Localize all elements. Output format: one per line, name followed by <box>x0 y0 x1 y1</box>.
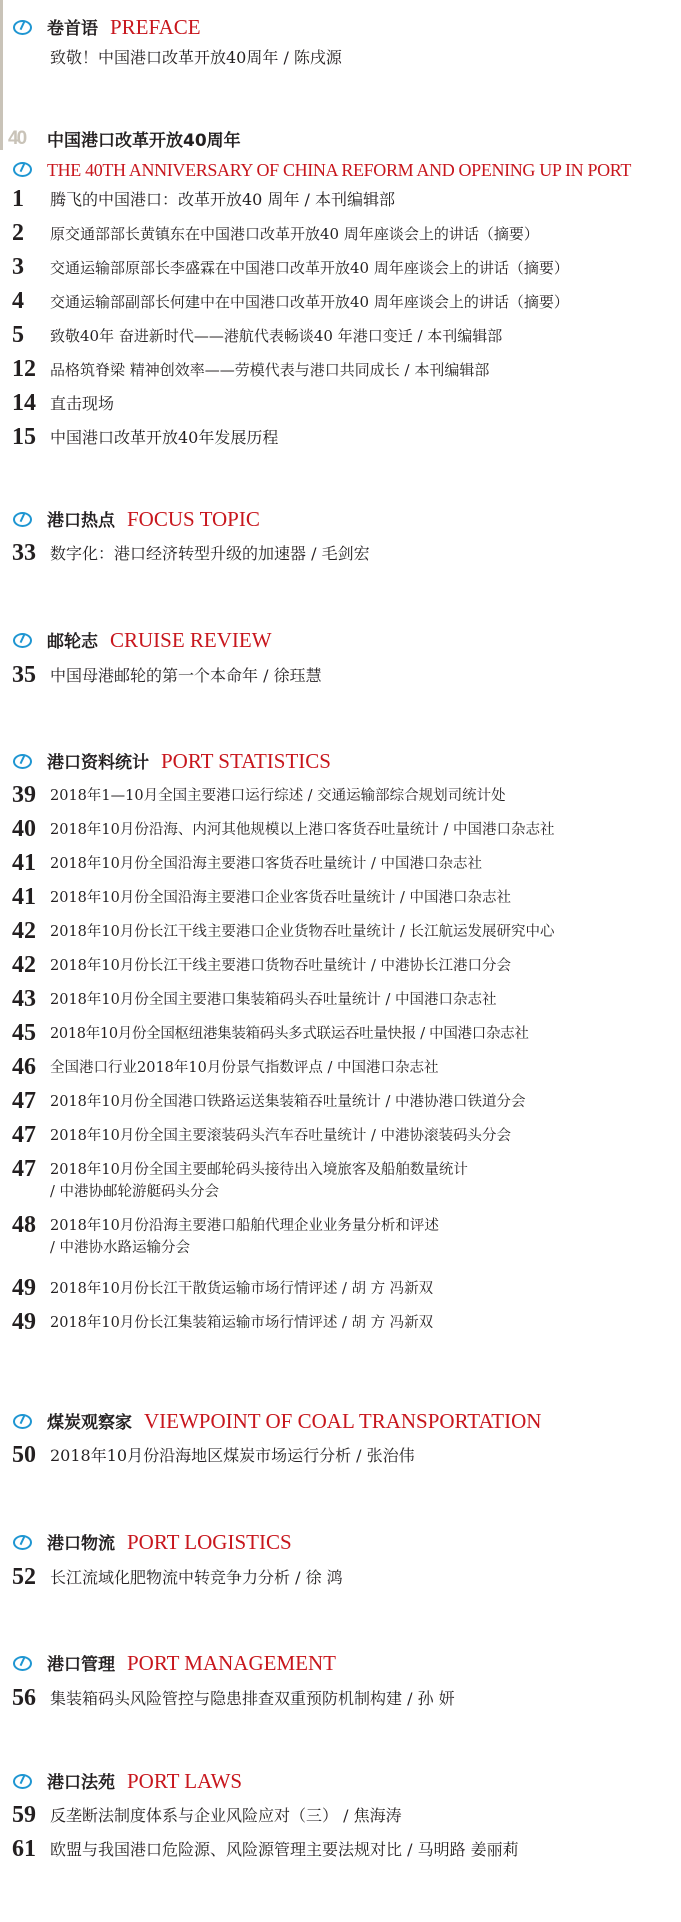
section-title-cn: 邮轮志 <box>47 632 98 652</box>
page-number: 49 <box>12 1309 36 1335</box>
section-title-en: PREFACE <box>110 15 201 39</box>
page-number: 39 <box>12 782 36 808</box>
entry-title: 2018年10月份全国枢纽港集装箱码头多式联运吞吐量快报 / 中国港口杂志社 <box>50 1026 529 1042</box>
section-title-en: VIEWPOINT OF COAL TRANSPORTATION <box>144 1409 542 1433</box>
entry-title: 2018年10月份长江干散货运输市场行情评述 / 胡 方 冯新双 <box>50 1281 434 1297</box>
page-number: 48 <box>12 1212 36 1238</box>
entry-title: 2018年10月份长江干线主要港口货物吞吐量统计 / 中港协长江港口分会 <box>50 958 511 974</box>
entry-title: 2018年10月份全国主要邮轮码头接待出入境旅客及船舶数量统计 <box>50 1162 468 1178</box>
page-number: 35 <box>12 662 36 688</box>
page-number: 40 <box>12 816 36 842</box>
page-number: 2 <box>12 220 24 246</box>
page-number: 43 <box>12 986 36 1012</box>
page-number: 47 <box>12 1122 36 1148</box>
page-number: 4 <box>12 288 24 314</box>
magazine-logo-icon <box>13 20 32 35</box>
page-number: 42 <box>12 918 36 944</box>
section-title-en: PORT LOGISTICS <box>127 1530 292 1554</box>
entry-author: / 中港协邮轮游艇码头分会 <box>50 1184 219 1200</box>
entry-title: 2018年10月份全国主要滚装码头汽车吞吐量统计 / 中港协滚装码头分会 <box>50 1128 511 1144</box>
entry-title: 数字化：港口经济转型升级的加速器 / 毛剑宏 <box>50 544 370 563</box>
page-number: 46 <box>12 1054 36 1080</box>
entry-title: 2018年10月份沿海、内河其他规模以上港口客货吞吐量统计 / 中国港口杂志社 <box>50 822 555 838</box>
page-number: 52 <box>12 1564 36 1590</box>
section-header-coal[interactable] <box>47 1409 541 1433</box>
entry-title: 2018年1—10月全国主要港口运行综述 / 交通运输部综合规划司统计处 <box>50 788 506 804</box>
page-number: 59 <box>12 1802 36 1828</box>
section-title-cn: 煤炭观察家 <box>47 1413 132 1433</box>
entry-title: 2018年10月份长江集装箱运输市场行情评述 / 胡 方 冯新双 <box>50 1315 434 1331</box>
section-title-cn: 中国港口改革开放40周年 <box>47 131 241 151</box>
entry-title: 反垄断法制度体系与企业风险应对（三） / 焦海涛 <box>50 1806 402 1825</box>
section-title-cn: 港口物流 <box>47 1534 115 1554</box>
entry-title: 致敬！中国港口改革开放40周年 / 陈戌源 <box>50 48 342 67</box>
page-number: 42 <box>12 952 36 978</box>
page-number: 41 <box>12 884 36 910</box>
section-title-en: PORT LAWS <box>127 1769 243 1793</box>
left-margin-rule <box>0 0 3 150</box>
entry-title: 2018年10月份全国沿海主要港口客货吞吐量统计 / 中国港口杂志社 <box>50 856 482 872</box>
page-number: 3 <box>12 254 24 280</box>
section-title-cn: 港口管理 <box>47 1655 115 1675</box>
entry-title: 全国港口行业2018年10月份景气指数评点 / 中国港口杂志社 <box>50 1060 439 1076</box>
section-title-cn: 港口资料统计 <box>47 753 149 773</box>
entry-title: 交通运输部副部长何建中在中国港口改革开放40 周年座谈会上的讲话（摘要） <box>50 293 569 311</box>
page-number: 49 <box>12 1275 36 1301</box>
entry-title: 直击现场 <box>50 394 115 413</box>
page-number: 1 <box>12 186 24 212</box>
page-number: 61 <box>12 1836 36 1862</box>
entry-title: 中国母港邮轮的第一个本命年 / 徐珏慧 <box>50 666 322 685</box>
section-title-en: PORT MANAGEMENT <box>127 1651 336 1675</box>
page-number: 12 <box>12 356 36 382</box>
page-number: 47 <box>12 1088 36 1114</box>
section-title-en: PORT STATISTICS <box>161 749 331 773</box>
magazine-logo-icon <box>13 1656 32 1671</box>
entry-title: 原交通部部长黄镇东在中国港口改革开放40 周年座谈会上的讲话（摘要） <box>50 225 539 243</box>
section-title-cn: 港口法苑 <box>47 1773 115 1793</box>
section-header-laws[interactable] <box>47 1769 242 1793</box>
magazine-logo-icon <box>13 633 32 648</box>
page-number: 33 <box>12 540 36 566</box>
magazine-logo-icon <box>13 1414 32 1429</box>
section-title-en: THE 40TH ANNIVERSARY OF CHINA REFORM AND OPENING UP IN PORT <box>47 160 631 180</box>
magazine-logo-icon <box>13 162 32 177</box>
section-title-cn: 卷首语 <box>47 19 98 39</box>
magazine-logo-icon <box>13 754 32 769</box>
page-number: 50 <box>12 1442 36 1468</box>
section-header-cruise[interactable] <box>47 628 272 652</box>
section-header-focus[interactable] <box>47 507 260 531</box>
page-number: 56 <box>12 1685 36 1711</box>
entry-title: 集装箱码头风险管控与隐患排查双重预防机制构建 / 孙 妍 <box>50 1689 455 1708</box>
entry-title: 2018年10月份沿海主要港口船舶代理企业业务量分析和评述 <box>50 1218 439 1234</box>
anniversary-40-badge: 40 <box>8 128 26 149</box>
entry-title: 2018年10月份沿海地区煤炭市场运行分析 / 张治伟 <box>50 1446 415 1465</box>
section-header-anniversary[interactable] <box>47 129 241 153</box>
page-number: 41 <box>12 850 36 876</box>
entry-title: 致敬40年 奋进新时代——港航代表畅谈40 年港口变迁 / 本刊编辑部 <box>50 327 503 345</box>
section-header-preface[interactable] <box>47 15 201 39</box>
page-number: 14 <box>12 390 36 416</box>
section-header-stats[interactable] <box>47 749 331 773</box>
section-title-en: CRUISE REVIEW <box>110 628 272 652</box>
page-number: 5 <box>12 322 24 348</box>
entry-title: 2018年10月份长江干线主要港口企业货物吞吐量统计 / 长江航运发展研究中心 <box>50 924 555 940</box>
entry-title: 交通运输部原部长李盛霖在中国港口改革开放40 周年座谈会上的讲话（摘要） <box>50 259 569 277</box>
magazine-logo-icon <box>13 512 32 527</box>
entry-author: / 中港协水路运输分会 <box>50 1240 190 1256</box>
magazine-logo-icon <box>13 1535 32 1550</box>
page-number: 45 <box>12 1020 36 1046</box>
entry-title: 长江流域化肥物流中转竞争力分析 / 徐 鸿 <box>50 1568 343 1587</box>
section-header-logistics[interactable] <box>47 1530 292 1554</box>
magazine-logo-icon <box>13 1774 32 1789</box>
section-title-cn: 港口热点 <box>47 511 115 531</box>
page-number: 15 <box>12 424 36 450</box>
entry-title: 2018年10月份全国沿海主要港口企业客货吞吐量统计 / 中国港口杂志社 <box>50 890 511 906</box>
entry-title: 欧盟与我国港口危险源、风险源管理主要法规对比 / 马明路 姜丽莉 <box>50 1840 519 1859</box>
entry-title: 腾飞的中国港口：改革开放40 周年 / 本刊编辑部 <box>50 190 396 209</box>
page-number: 47 <box>12 1156 36 1182</box>
entry-title: 2018年10月份全国港口铁路运送集装箱吞吐量统计 / 中港协港口铁道分会 <box>50 1094 526 1110</box>
entry-title: 品格筑脊梁 精神创效率——劳模代表与港口共同成长 / 本刊编辑部 <box>50 361 490 379</box>
entry-title: 2018年10月份全国主要港口集装箱码头吞吐量统计 / 中国港口杂志社 <box>50 992 497 1008</box>
section-header-management[interactable] <box>47 1651 336 1675</box>
entry-title: 中国港口改革开放40年发展历程 <box>50 428 279 447</box>
section-title-en: FOCUS TOPIC <box>127 507 260 531</box>
